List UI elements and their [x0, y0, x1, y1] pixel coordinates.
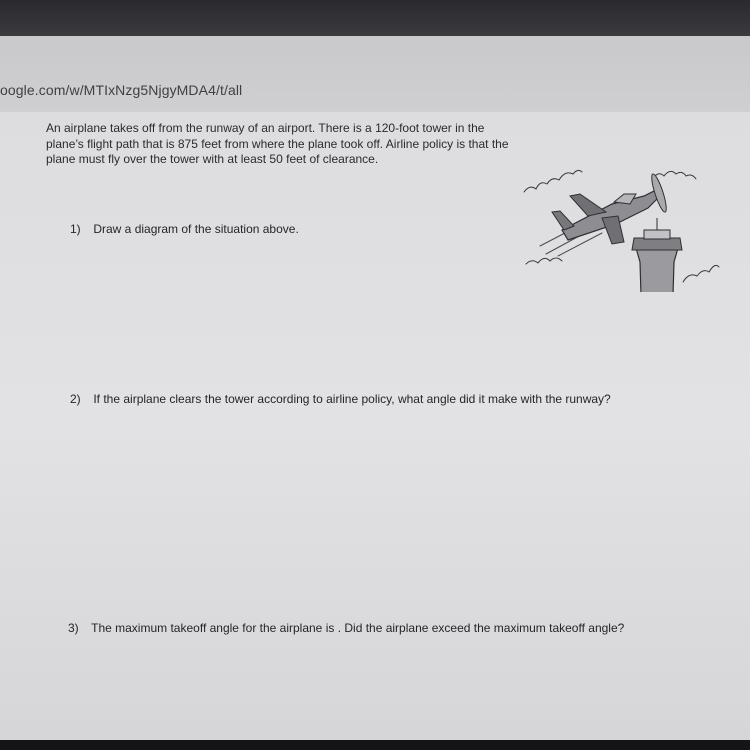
problem-statement: An airplane takes off from the runway of an airport. There is a 120-foot tower in the plane’s flight path that is 875 feet from where the plane took off. Airline policy is that the plane must fly over the tower with at least 50 feet of clearance. [46, 121, 509, 166]
screen [0, 36, 750, 740]
question-1-text: Draw a diagram of the situation above. [93, 222, 299, 236]
document-page [0, 112, 750, 740]
question-3-text: The maximum takeoff angle for the airplane is . Did the airplane exceed the maximum takeoff angle? [91, 621, 625, 635]
browser-toolbar [0, 36, 750, 113]
question-2 [70, 392, 611, 406]
question-3-number: 3) [68, 621, 79, 635]
question-1-number: 1) [70, 222, 81, 236]
question-2-text: If the airplane clears the tower according to airline policy, what angle did it make with the runway? [93, 392, 611, 406]
monitor-bezel-top [0, 0, 750, 36]
question-3 [68, 621, 624, 635]
question-1 [70, 222, 299, 236]
question-2-number: 2) [70, 392, 81, 406]
airplane-and-control-tower-icon [518, 132, 722, 292]
monitor-bezel-bottom [0, 740, 750, 750]
address-bar-url[interactable]: oogle.com/w/MTIxNzg5NjgyMDA4/t/all [0, 82, 243, 98]
